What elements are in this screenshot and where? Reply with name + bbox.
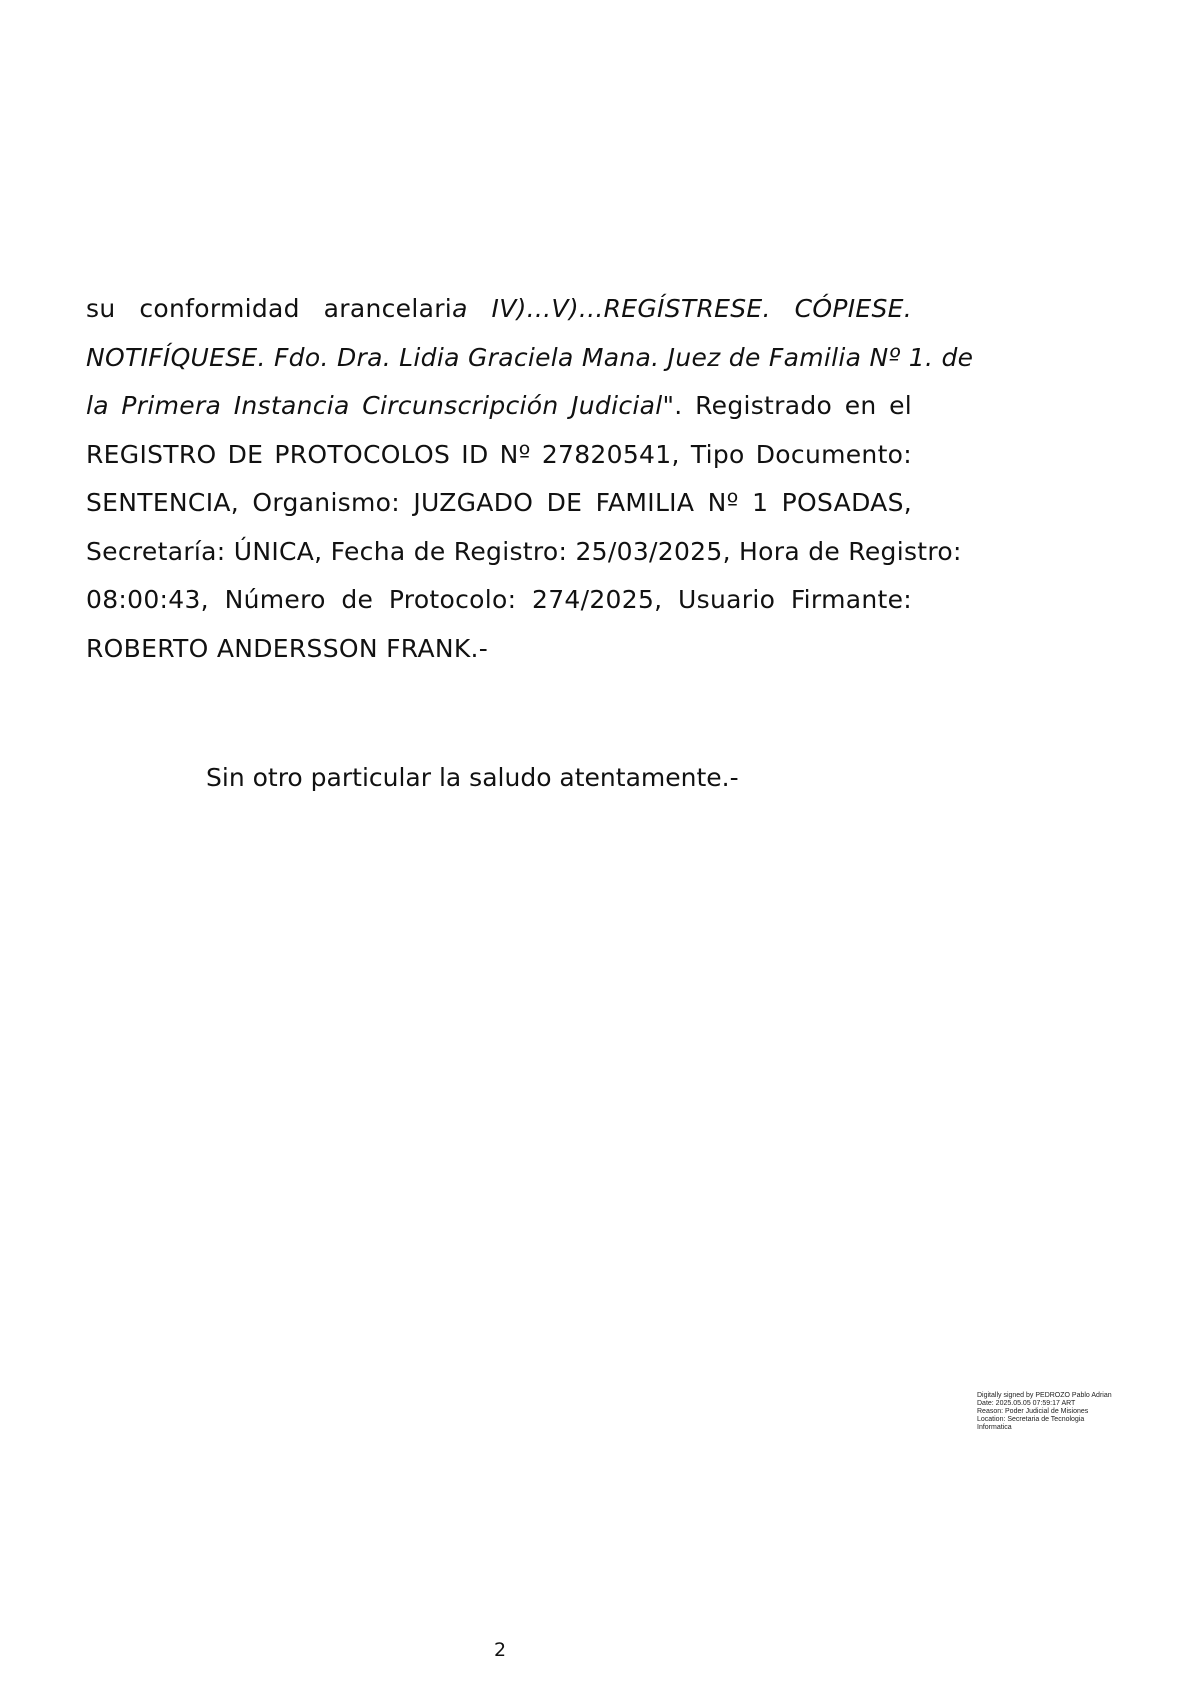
signature-location-cont: Informatica	[977, 1424, 1012, 1431]
signature-date: Date: 2025.05.05 07:59:17 ART	[977, 1400, 1076, 1407]
text-run: ROBERTO ANDERSSON FRANK.-	[86, 633, 489, 663]
signature-location: Location: Secretaria de Tecnologia	[977, 1416, 1085, 1423]
digital-signature-stamp	[977, 1392, 1147, 1432]
signature-signed-by: Digitally signed by PEDROZO Pablo Adrian	[977, 1392, 1112, 1399]
body-line	[86, 431, 912, 480]
body-line	[86, 576, 912, 625]
page-number: 2	[493, 1639, 507, 1661]
signature-reason: Reason: Poder Judicial de Misiones	[977, 1408, 1089, 1415]
body-line	[86, 528, 962, 577]
body-line	[86, 285, 912, 334]
text-run: 08:00:43, Número de Protocolo: 274/2025, Usuario Firmante:	[86, 585, 912, 614]
body-line	[86, 625, 912, 674]
body-line	[86, 479, 912, 528]
text-run: Secretaría: ÚNICA, Fecha de Registro: 25/03/2025, Hora de Registro:	[86, 536, 962, 566]
body-paragraph	[86, 285, 974, 673]
text-run: REGISTRO DE PROTOCOLOS ID Nº 27820541, Tipo Documento:	[86, 439, 912, 469]
text-run: ". Registrado en el	[662, 391, 913, 420]
text-run-italic: a IV)...V)...REGÍSTRESE. CÓPIESE.	[452, 294, 912, 323]
body-line	[86, 334, 974, 383]
text-run: su conformidad arancelari	[86, 294, 453, 323]
text-run: SENTENCIA, Organismo: JUZGADO DE FAMILIA Nº 1 POSADAS,	[86, 488, 912, 517]
text-run-italic: NOTIFÍQUESE. Fdo. Dra. Lidia Graciela Mana. Juez de Familia Nº 1. de	[86, 342, 974, 372]
body-line	[86, 382, 912, 431]
text-run-italic: la Primera Instancia Circunscripción Judicial	[86, 391, 663, 420]
closing-salutation: Sin otro particular la saludo atentamente.-	[206, 763, 739, 792]
